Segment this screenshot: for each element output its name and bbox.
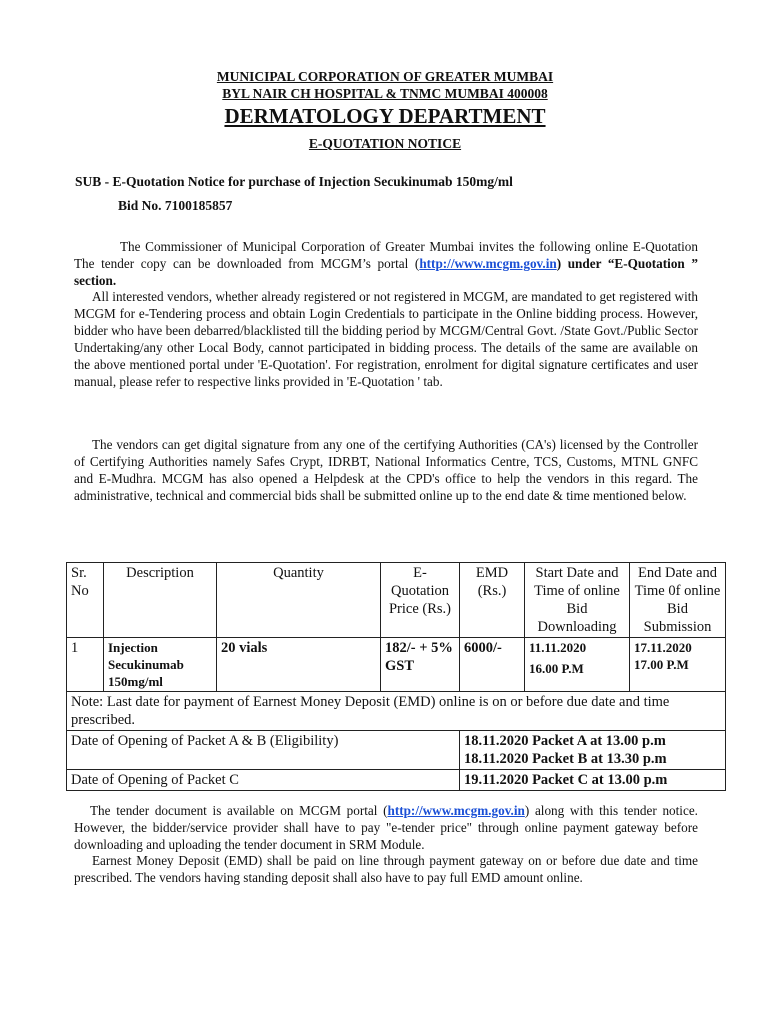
packet-ab-row bbox=[67, 731, 726, 770]
note-row bbox=[67, 692, 726, 731]
packet-c-label: Date of Opening of Packet C bbox=[67, 770, 460, 791]
tender-document-paragraph bbox=[74, 803, 698, 854]
row-sr: 1 bbox=[67, 638, 104, 692]
portal-link[interactable]: http://www.mcgm.gov.in bbox=[419, 255, 557, 271]
packet-ab-dates bbox=[460, 731, 726, 770]
portal-link-2[interactable]: http://www.mcgm.gov.in bbox=[387, 803, 525, 818]
bid-number: Bid No. 7100185857 bbox=[118, 198, 233, 213]
row-end-date: 17.11.2020 bbox=[634, 640, 692, 655]
packet-a-date: 18.11.2020 Packet A at 13.00 p.m bbox=[464, 733, 666, 749]
row-start bbox=[525, 638, 630, 692]
emd-note: Note: Last date for payment of Earnest Money Deposit (EMD) online is on or before due date and time prescribed. bbox=[67, 692, 726, 731]
digital-signature-paragraph: The vendors can get digital signature from any one of the certifying Authorities (CA's) licensed by the Controller of Certifying Authorities namely Safes Crypt, IDRBT, National Informatics Centre, TCS, Customs, MTNL GNFC and E-Mudhra. MCGM has also opened a Helpdesk at the CPD's office to help the vendors in this regard. The administrative, technical and commercial bids shall be submitted online up to the end date & time mentioned below. bbox=[74, 437, 698, 503]
tender-text-a: The tender document is available on MCGM portal ( bbox=[90, 803, 388, 818]
header-price: E-Quotation Price (Rs.) bbox=[381, 563, 460, 638]
row-end bbox=[630, 638, 726, 692]
header-quantity: Quantity bbox=[217, 563, 381, 638]
intro-text-b: ) under “E-Quotation ” section. bbox=[74, 255, 698, 288]
intro-text-a: The Commissioner of Municipal Corporation of Greater Mumbai invites the following online E-Quotation The tender copy can be downloaded from MCGM’s portal ( bbox=[74, 239, 698, 271]
notice-title: E-QUOTATION NOTICE bbox=[308, 136, 462, 151]
header-emd: EMD (Rs.) bbox=[460, 563, 525, 638]
corporation-name: MUNICIPAL CORPORATION OF GREATER MUMBAI bbox=[216, 69, 554, 84]
tender-table bbox=[66, 562, 726, 791]
emd-paragraph: Earnest Money Deposit (EMD) shall be paid on line through payment gateway on or before due date and time prescribed. The vendors having standing deposit shall also have to pay full EMD amount online. bbox=[74, 853, 698, 885]
row-quantity: 20 vials bbox=[217, 638, 381, 692]
department-title: DERMATOLOGY DEPARTMENT bbox=[224, 104, 546, 128]
table-row bbox=[67, 638, 726, 692]
header-start: Start Date and Time of online Bid Downloading bbox=[525, 563, 630, 638]
row-emd: 6000/- bbox=[460, 638, 525, 692]
row-description: Injection Secukinumab 150mg/ml bbox=[104, 638, 217, 692]
header-description: Description bbox=[104, 563, 217, 638]
row-end-time: 17.00 P.M bbox=[634, 657, 689, 672]
hospital-name: BYL NAIR CH HOSPITAL & TNMC MUMBAI 400008 bbox=[222, 86, 548, 101]
packet-c-row bbox=[67, 770, 726, 791]
subject-line: SUB - E-Quotation Notice for purchase of Injection Secukinumab 150mg/ml bbox=[75, 174, 513, 189]
registration-paragraph: All interested vendors, whether already registered or not registered in MCGM, are mandated to get registered with MCGM for e-Tendering process and obtain Login Credentials to participate in the Online bidding process. However, bidder who have been debarred/blacklisted till the bidding period by MCGM/Central Govt. /State Govt./Public Sector Undertaking/any other Local Body, cannot participated in bidding process. The details of the same are available on the above mentioned portal under 'E-Quotation'. For registration, enrolment for digital signature certificates and user manual, please refer to respective links provided in 'E-Quotation ' tab. bbox=[74, 289, 698, 389]
packet-ab-label: Date of Opening of Packet A & B (Eligibility) bbox=[67, 731, 460, 770]
row-price: 182/- + 5% GST bbox=[381, 638, 460, 692]
packet-c-date: 19.11.2020 Packet C at 13.00 p.m bbox=[460, 770, 726, 791]
row-start-date: 11.11.2020 bbox=[529, 640, 587, 655]
packet-b-date: 18.11.2020 Packet B at 13.30 p.m bbox=[464, 751, 667, 767]
tender-text-b: ) along with this tender notice. However, the bidder/service provider shall have to pay "e-tender price" through online payment gateway before downloading and uploading the tender document in SRM Module. bbox=[74, 803, 698, 852]
intro-paragraph bbox=[74, 239, 698, 290]
header-end: End Date and Time 0f online Bid Submission bbox=[630, 563, 726, 638]
table-header-row bbox=[67, 563, 726, 638]
header-sr: Sr. No bbox=[67, 563, 104, 638]
row-start-time: 16.00 P.M bbox=[529, 661, 584, 676]
